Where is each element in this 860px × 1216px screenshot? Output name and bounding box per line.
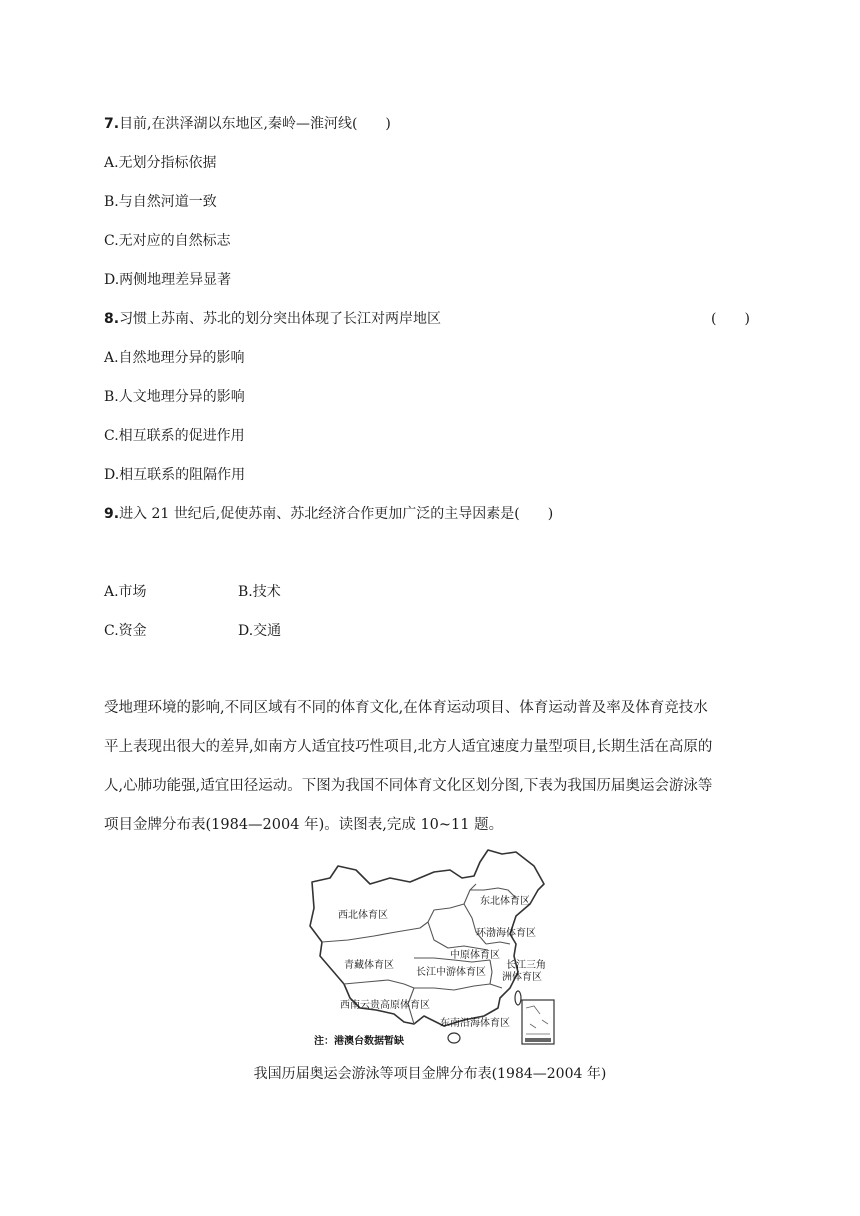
question-7-option-b[interactable]: B.与自然河道一致 (104, 194, 217, 210)
taiwan-island (515, 991, 521, 1005)
question-9-option-d[interactable]: D.交通 (238, 623, 282, 639)
question-8-option-c[interactable]: C.相互联系的促进作用 (104, 428, 245, 444)
question-9-option-b[interactable]: B.技术 (238, 584, 281, 600)
label-bohai: 环渤海体育区 (476, 928, 536, 939)
china-sports-map-svg (304, 848, 560, 1054)
label-southwest: 西南云贵高原体育区 (340, 1000, 430, 1011)
question-8-answer-bracket: ( ) (711, 311, 750, 327)
question-9-stem: 9.进入 21 世纪后,促使苏南、苏北经济合作更加广泛的主导因素是( ) (104, 506, 554, 522)
question-8-option-d[interactable]: D.相互联系的阻隔作用 (104, 467, 246, 483)
label-northeast: 东北体育区 (480, 896, 530, 907)
label-southeast: 东南沿海体育区 (440, 1018, 510, 1029)
question-7-option-d[interactable]: D.两侧地理差异显著 (104, 272, 232, 288)
label-yangtze-middle: 长江中游体育区 (416, 967, 486, 978)
table-caption: 我国历届奥运会游泳等项目金牌分布表(1984—2004 年) (253, 1066, 607, 1082)
passage-line-1: 受地理环境的影响,不同区域有不同的体育文化,在体育运动项目、体育运动普及率及体育竞技水 (104, 700, 708, 716)
question-9-option-a[interactable]: A.市场 (104, 584, 147, 600)
label-central-plain: 中原体育区 (450, 950, 500, 961)
south-china-sea-inset (522, 1000, 554, 1044)
passage-line-2: 平上表现出很大的差异,如南方人适宜技巧性项目,北方人适宜速度力量型项目,长期生活在高原的 (104, 739, 713, 755)
passage-line-3: 人,心肺功能强,适宜田径运动。下图为我国不同体育文化区划分图,下表为我国历届奥运会游泳等 (104, 778, 713, 794)
border-middle-south (414, 984, 502, 990)
question-7-stem: 7.目前,在洪泽湖以东地区,秦岭—淮河线( ) (104, 116, 391, 132)
label-qingzang: 青藏体育区 (344, 960, 394, 971)
map-note: 注：港澳台数据暂缺 (314, 1036, 404, 1047)
sports-region-map (304, 848, 560, 1054)
label-yangtze-delta-2: 洲体育区 (502, 972, 542, 983)
border-northwest-qingzang (322, 922, 428, 942)
question-8-option-a[interactable]: A.自然地理分异的影响 (104, 350, 245, 366)
question-9-option-c[interactable]: C.资金 (104, 623, 147, 639)
label-yangtze-delta-1: 长江三角 (506, 960, 546, 971)
border-northwest-east (428, 884, 476, 922)
border-delta-south (490, 960, 492, 984)
border-qingzang-south (344, 980, 414, 988)
label-northwest: 西北体育区 (338, 910, 388, 921)
hainan-island (448, 1033, 460, 1043)
border-bohai-delta (486, 942, 510, 944)
question-8-option-b[interactable]: B.人文地理分异的影响 (104, 389, 245, 405)
question-7-option-c[interactable]: C.无对应的自然标志 (104, 233, 231, 249)
passage-line-4: 项目金牌分布表(1984—2004 年)。读图表,完成 10~11 题。 (104, 817, 504, 833)
question-8-stem: 8.习惯上苏南、苏北的划分突出体现了长江对两岸地区 (104, 311, 442, 327)
question-7-option-a[interactable]: A.无划分指标依据 (104, 155, 217, 171)
